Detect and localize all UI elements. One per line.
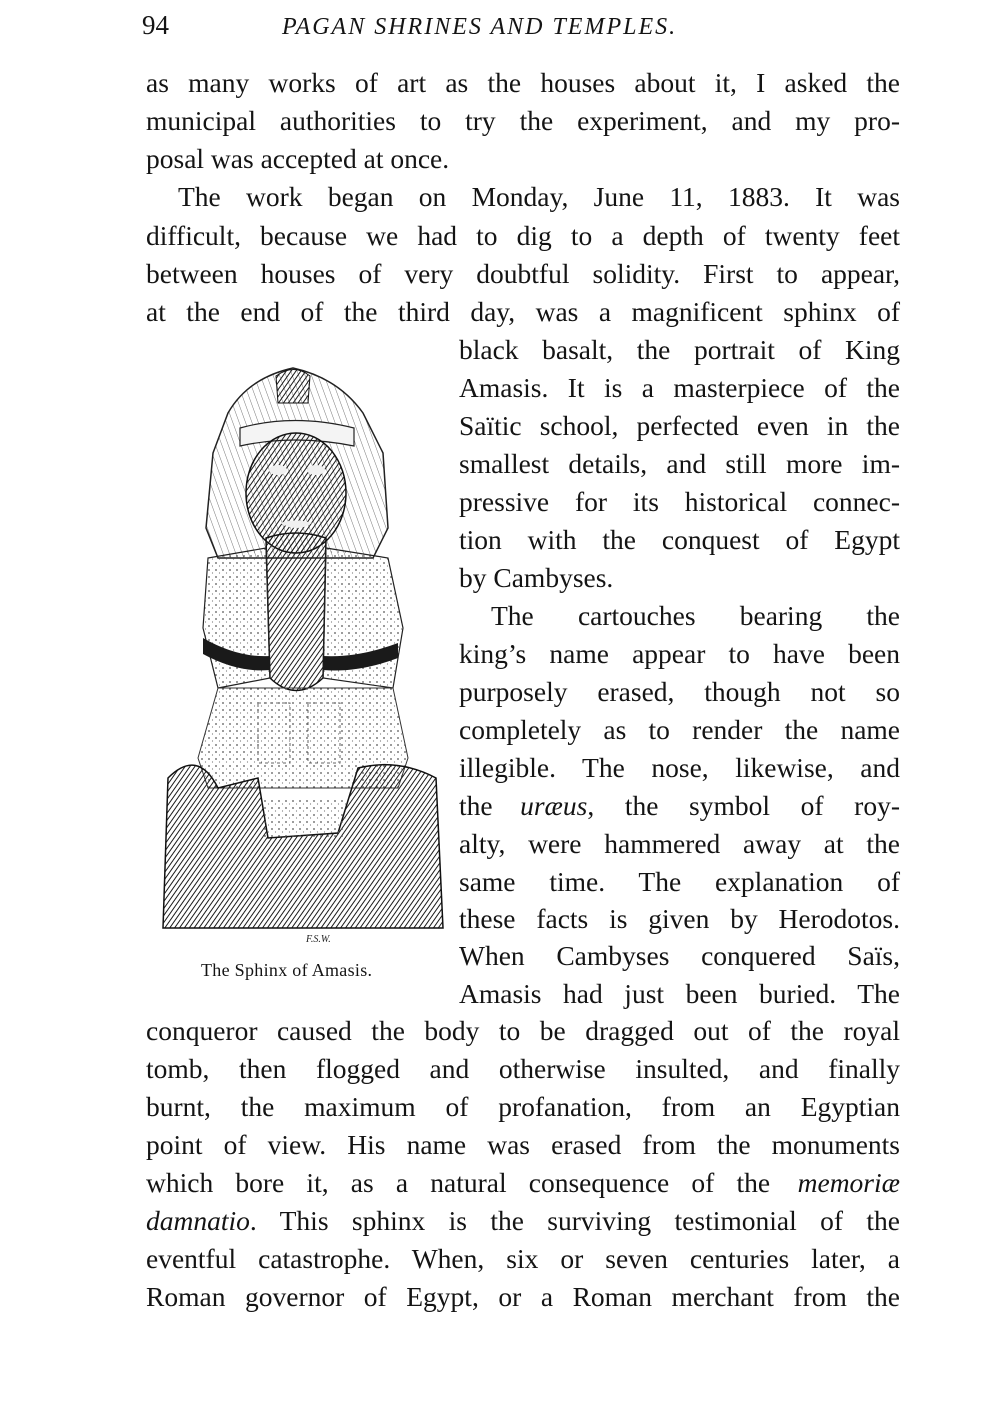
text-line: damnatio. This sphinx is the surviving testimonial of the xyxy=(146,1205,900,1236)
text-line: conqueror caused the body to be dragged out of the royal xyxy=(146,1015,900,1046)
running-head: PAGAN SHRINES AND TEMPLES. xyxy=(282,14,678,40)
text-line: Amasis. It is a masterpiece of the xyxy=(459,372,900,403)
text-line: difficult, because we had to dig to a depth of twenty feet xyxy=(146,220,900,251)
text-line: as many works of art as the houses about it, I asked the xyxy=(146,67,900,98)
text-line: illegible. The nose, likewise, and xyxy=(459,752,900,783)
text-line: smallest details, and still more im- xyxy=(459,448,900,479)
text-line: Roman governor of Egypt, or a Roman merchant from the xyxy=(146,1281,900,1312)
text-line: at the end of the third day, was a magnificent sphinx of xyxy=(146,296,900,327)
text-line: these facts is given by Herodotos. xyxy=(459,903,900,934)
page-number: 94 xyxy=(142,10,169,40)
text-line: The work began on Monday, June 11, 1883. It was xyxy=(178,181,900,212)
memoriae-term: memoriæ xyxy=(797,1167,900,1198)
text-line: which bore it, as a natural consequence of the memoriæ xyxy=(146,1167,900,1198)
text-line: burnt, the maximum of profanation, from an Egyptian xyxy=(146,1091,900,1122)
sphinx-illustration xyxy=(158,358,446,956)
text-line: purposely erased, though not so xyxy=(459,676,900,707)
text-line: posal was accepted at once. xyxy=(146,143,450,174)
text-line: by Cambyses. xyxy=(459,562,614,593)
text-line: completely as to render the name xyxy=(459,714,900,745)
text-line: municipal authorities to try the experiment, and my pro- xyxy=(146,105,900,136)
figure-caption: The Sphinx of Amasis. xyxy=(201,960,373,980)
text-line: the uræus, the symbol of roy- xyxy=(459,790,900,821)
page-header xyxy=(0,10,1000,50)
text-line: tion with the conquest of Egypt xyxy=(459,524,900,555)
text-line: between houses of very doubtful solidity. First to appear, xyxy=(146,258,900,289)
text-line: same time. The explanation of xyxy=(459,866,900,897)
text-line: black basalt, the portrait of King xyxy=(459,334,900,365)
text-line: Saïtic school, perfected even in the xyxy=(459,410,900,441)
text-line: king’s name appear to have been xyxy=(459,638,900,669)
damnatio-term: damnatio xyxy=(146,1205,250,1236)
text-line: pressive for its historical connec- xyxy=(459,486,900,517)
sphinx-engraving xyxy=(158,358,446,956)
text-line: point of view. His name was erased from the monuments xyxy=(146,1129,900,1160)
text-line: tomb, then flogged and otherwise insulted, and finally xyxy=(146,1053,900,1084)
artist-signature: F.S.W. xyxy=(306,934,331,945)
text-line: The cartouches bearing the xyxy=(491,600,900,631)
text-line: alty, were hammered away at the xyxy=(459,828,900,859)
uraeus-term: uræus xyxy=(520,790,588,821)
text-line: eventful catastrophe. When, six or seven centuries later, a xyxy=(146,1243,900,1274)
text-line: Amasis had just been buried. The xyxy=(459,978,900,1009)
text-line: When Cambyses conquered Saïs, xyxy=(459,940,900,971)
